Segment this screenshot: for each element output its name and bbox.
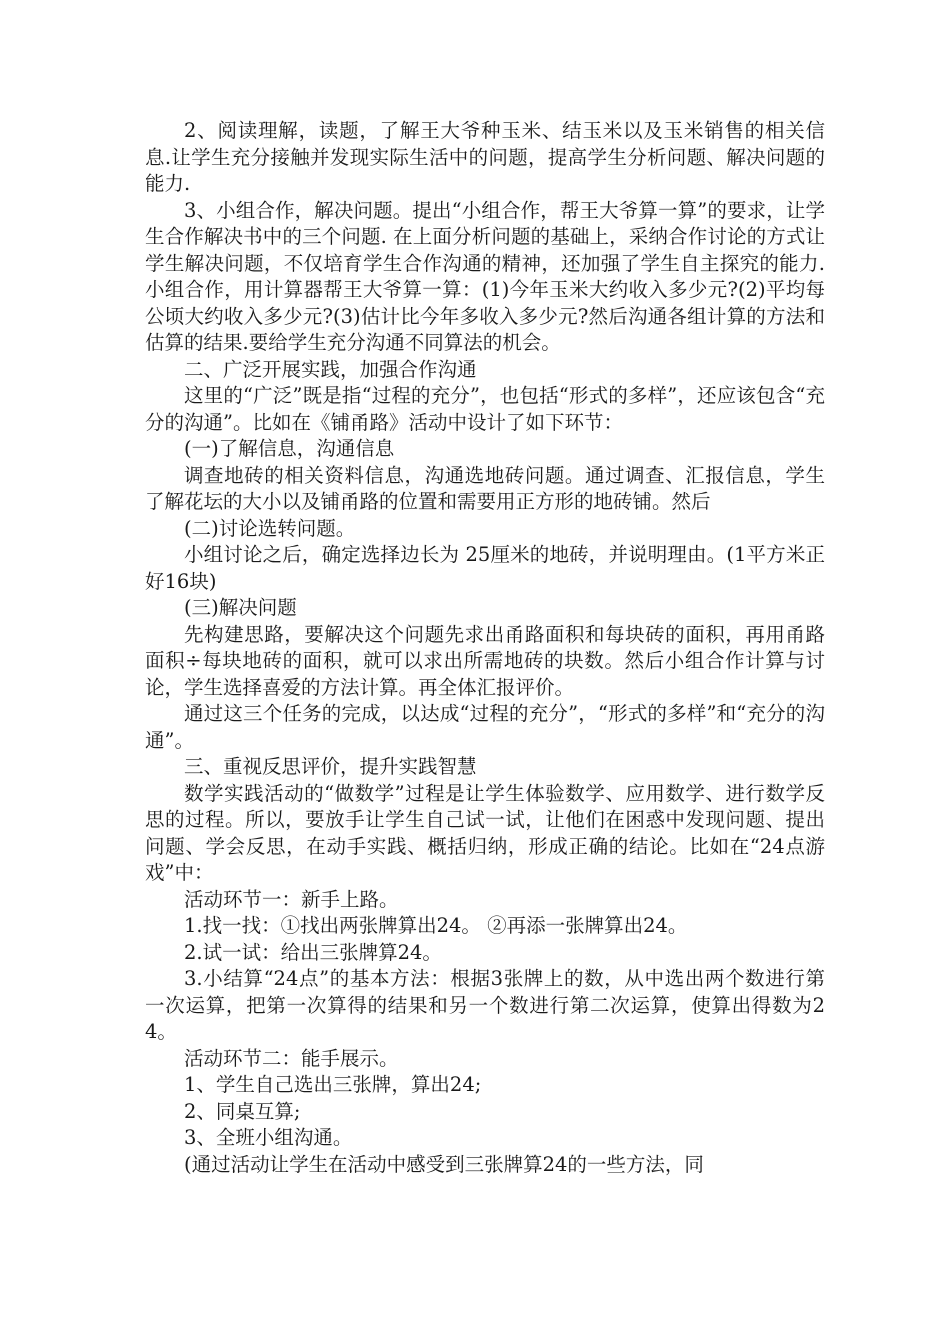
section-heading: 二、广泛开展实践，加强合作沟通: [184, 357, 477, 381]
paragraph: 小组讨论之后，确定选择边长为 25厘米的地砖，并说明理由。(1平方米正好16块): [145, 543, 825, 593]
list-item: 2、同桌互算;: [184, 1099, 301, 1123]
section-heading: 三、重视反思评价，提升实践智慧: [184, 755, 477, 778]
list-item: 2.试一试：给出三张牌算24。: [184, 940, 442, 964]
list-item: 1、学生自己选出三张牌，算出24;: [184, 1073, 482, 1096]
paragraph: 数学实践活动的“做数学”过程是让学生体验数学、应用数学、进行数学反思的过程。所以，要放手让学生自己试一试，让他们在困惑中发现问题、提出问题、学会反思，在动手实践、概括归纳，形成正确的结论。比如在“24点游戏”中：: [145, 781, 825, 884]
activity-heading: 活动环节一：新手上路。: [184, 887, 399, 911]
paragraph: 3、小组合作，解决问题。提出“小组合作，帮王大爷算一算”的要求，让学生合作解决书中的三个问题. 在上面分析问题的基础上，采纳合作讨论的方式让学生解决问题，不仅培育学生合作沟通的精神，还加强了学生自主探究的能力.小组合作，用计算器帮王大爷算一算：(1)今年玉米大约收入多少元?(2)平均每公顷大约收入多少元?(3)估计比今年多收入多少元?然后沟通各组计算的方法和估算的结果.要给学生充分沟通不同算法的机会。: [145, 198, 825, 354]
activity-heading: 活动环节二：能手展示。: [184, 1046, 399, 1070]
subsection-heading: (三)解决问题: [184, 596, 297, 619]
subsection-heading: (一)了解信息，沟通信息: [184, 437, 395, 460]
paragraph: (通过活动让学生在活动中感受到三张牌算24的一些方法，同: [184, 1152, 704, 1176]
paragraph: 先构建思路，要解决这个问题先求出甬路面积和每块砖的面积，再用甬路面积÷每块地砖的面积，就可以求出所需地砖的块数。然后小组合作计算与讨论，学生选择喜爱的方法计算。再全体汇报评价。: [145, 622, 825, 699]
subsection-heading: (二)讨论选转问题。: [184, 516, 356, 540]
paragraph: 调查地砖的相关资料信息，沟通选地砖问题。通过调查、汇报信息，学生了解花坛的大小以及铺甬路的位置和需要用正方形的地砖铺。然后: [145, 463, 825, 513]
list-item: 3.小结算“24点”的基本方法：根据3张牌上的数，从中选出两个数进行第一次运算，把第一次算得的结果和另一个数进行第二次运算，使算出得数为24。: [145, 967, 825, 1043]
document-page: [145, 118, 825, 1178]
paragraph: 2、阅读理解，读题，了解王大爷种玉米、结玉米以及玉米销售的相关信息.让学生充分接触并发现实际生活中的问题，提高学生分析问题、解决问题的能力.: [145, 119, 825, 195]
paragraph: 这里的“广泛”既是指“过程的充分”，也包括“形式的多样”，还应该包含“充分的沟通”。比如在《铺甬路》活动中设计了如下环节：: [145, 384, 825, 434]
list-item: 1.找一找：①找出两张牌算出24。 ②再添一张牌算出24。: [184, 914, 688, 937]
list-item: 3、全班小组沟通。: [184, 1126, 353, 1149]
paragraph: 通过这三个任务的完成，以达成“过程的充分”，“形式的多样”和“充分的沟通”。: [145, 702, 825, 752]
